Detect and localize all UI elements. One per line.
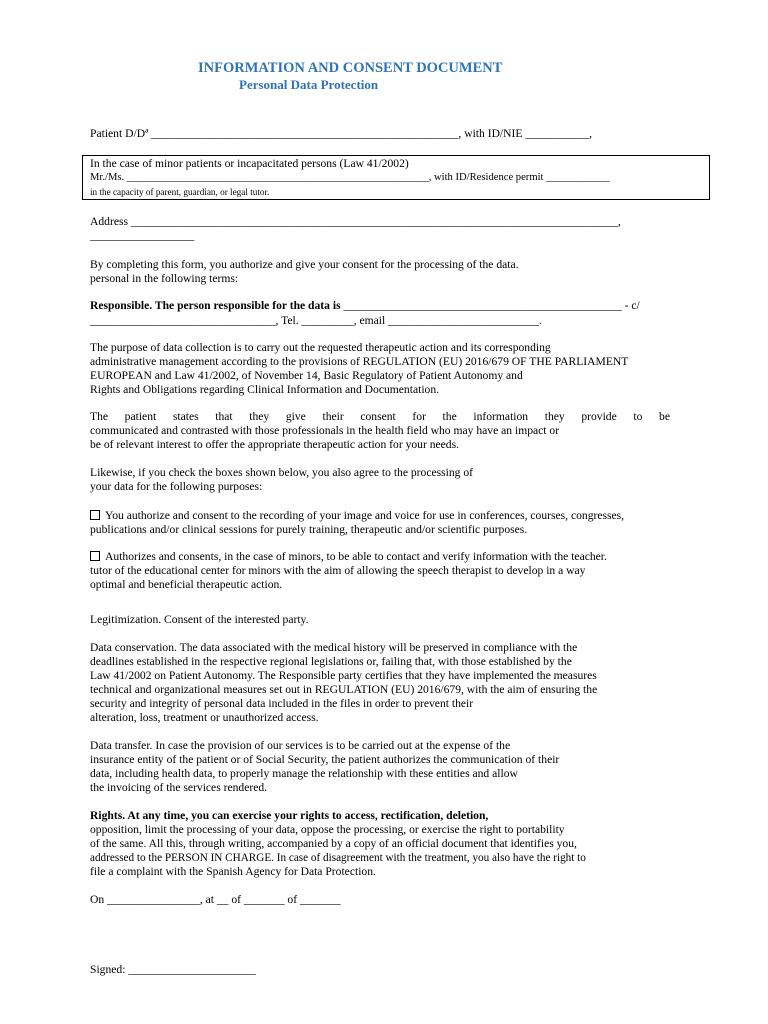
- consent-teacher-label-cont: optimal and beneficial therapeutic action.: [90, 578, 283, 591]
- responsible-label: Responsible. The person responsible for the data is: [90, 299, 341, 312]
- responsible-blank[interactable]: ________________________________________________ - c/: [340, 299, 640, 312]
- conservation-text: security and integrity of personal data included in the files in order to prevent their: [90, 697, 474, 710]
- purpose-text: Rights and Obligations regarding Clinical Information and Documentation.: [90, 383, 440, 396]
- purpose-text: The purpose of data collection is to carry out the requested therapeutic action and its corresponding: [90, 341, 551, 354]
- document-title: INFORMATION AND CONSENT DOCUMENT: [198, 60, 503, 76]
- guardian-name-field[interactable]: Mr./Ms. _________________________________________________________, with ID/Residence permit ____________: [90, 172, 610, 183]
- rights-text: file a complaint with the Spanish Agency for Data Protection.: [90, 865, 376, 878]
- conservation-text: Law 41/2002 on Patient Autonomy. The Responsible party certifies that they have implemented the measures: [90, 669, 597, 682]
- patient-name-field[interactable]: Patient D/Dª _____________________________________________________, with ID/NIE ___________,: [90, 127, 593, 140]
- rights-text: addressed to the PERSON IN CHARGE. In case of disagreement with the treatment, you also have the right to: [90, 852, 586, 864]
- transfer-text: insurance entity of the patient or of Social Security, the patient authorizes the communication of their: [90, 753, 560, 766]
- consent-teacher-label: Authorizes and consents, in the case of minors, to be able to contact and verify information with the teacher.: [105, 550, 607, 563]
- date-place-field[interactable]: On ________________, at __ of _______ of _______: [90, 893, 341, 906]
- rights-text: of the same. All this, through writing, accompanied by a copy of an official document that identifies you,: [90, 837, 577, 850]
- patient-states-text: communicated and contrasted with those professionals in the health field who may have an impact or: [90, 424, 560, 437]
- signature-field[interactable]: Signed: ______________________: [90, 963, 256, 976]
- legitimization-text: Legitimization. Consent of the interested party.: [90, 613, 309, 626]
- transfer-text: data, including health data, to properly manage the relationship with these entities and allow: [90, 767, 518, 780]
- purpose-text: EUROPEAN and Law 41/2002, of November 14, Basic Regulatory of Patient Autonomy and: [90, 369, 523, 382]
- rights-text: opposition, limit the processing of your data, oppose the processing, or exercise the right to portability: [90, 823, 565, 836]
- consent-recording-label-cont: publications and/or clinical sessions for purely training, therapeutic and/or scientific purposes.: [90, 523, 528, 536]
- document-subtitle: Personal Data Protection: [239, 77, 379, 92]
- minor-patient-box: [82, 155, 710, 200]
- patient-states-text: The patient states that they give their consent for the information they provide to be: [90, 410, 670, 423]
- conservation-text: deadlines established in the respective regional legislations or, failing that, with those established by the: [90, 655, 572, 668]
- intro-text: personal in the following terms:: [90, 272, 239, 285]
- consent-teacher-checkbox[interactable]: [90, 551, 100, 561]
- likewise-text: your data for the following purposes:: [90, 480, 263, 493]
- transfer-text: Data transfer. In case the provision of our services is to be carried out at the expense of the: [90, 739, 511, 752]
- address-field-continued[interactable]: __________________: [90, 229, 195, 242]
- consent-teacher-option[interactable]: [90, 550, 607, 564]
- address-field[interactable]: Address ____________________________________________________________________________________,: [90, 215, 621, 228]
- rights-heading: Rights. At any time, you can exercise your rights to access, rectification, deletion,: [90, 809, 489, 822]
- responsible-contact-field[interactable]: ________________________________, Tel. _________, email __________________________.: [90, 314, 542, 327]
- guardian-capacity-note: in the capacity of parent, guardian, or legal tutor.: [90, 187, 270, 197]
- consent-teacher-label-cont: tutor of the educational center for minors with the aim of allowing the speech therapist to develop in a way: [90, 564, 586, 577]
- responsible-line[interactable]: [90, 299, 640, 313]
- transfer-text: the invoicing of the services rendered.: [90, 781, 268, 794]
- consent-recording-label: You authorize and consent to the recording of your image and voice for use in conferences, courses, congresses,: [105, 509, 625, 522]
- minor-box-heading: In the case of minor patients or incapacitated persons (Law 41/2002): [90, 157, 409, 170]
- patient-states-text: be of relevant interest to offer the appropriate therapeutic action for your needs.: [90, 438, 460, 451]
- conservation-text: alteration, loss, treatment or unauthorized access.: [90, 711, 319, 724]
- intro-text: By completing this form, you authorize and give your consent for the processing of the data.: [90, 258, 519, 271]
- purpose-text: administrative management according to the provisions of REGULATION (EU) 2016/679 OF THE PARLIAMENT: [90, 355, 629, 368]
- consent-recording-option[interactable]: [90, 509, 624, 523]
- consent-recording-checkbox[interactable]: [90, 510, 100, 520]
- conservation-text: Data conservation. The data associated with the medical history will be preserved in compliance with the: [90, 641, 578, 654]
- likewise-text: Likewise, if you check the boxes shown below, you also agree to the processing of: [90, 466, 474, 479]
- conservation-text: technical and organizational measures set out in REGULATION (EU) 2016/679, with the aim of ensuring the: [90, 683, 598, 696]
